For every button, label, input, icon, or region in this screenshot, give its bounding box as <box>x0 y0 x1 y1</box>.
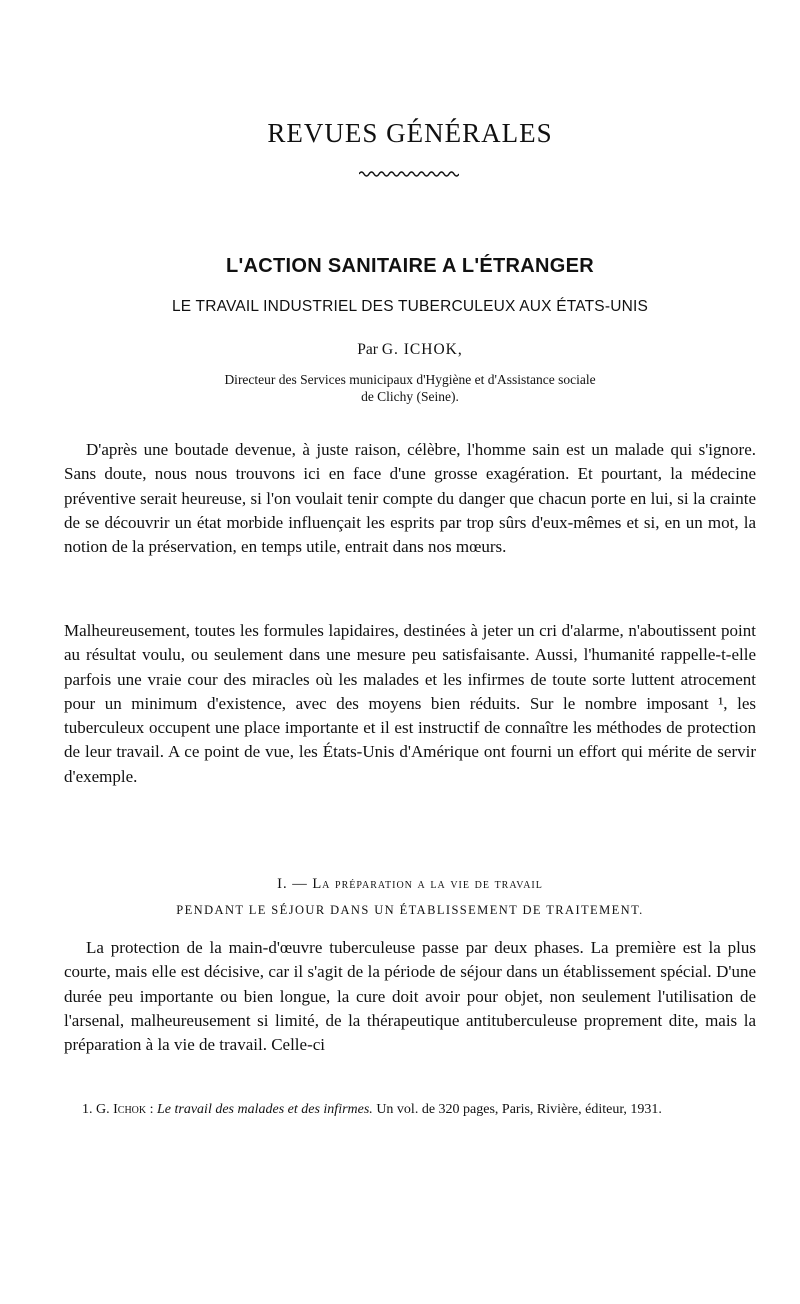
affiliation-line-1: Directeur des Services municipaux d'Hygiène et d'Assistance sociale <box>224 372 596 387</box>
footnote-author: G. Ichok <box>96 1102 147 1117</box>
footnote <box>64 1100 756 1120</box>
byline-author: G. ICHOK, <box>381 341 463 358</box>
affiliation-line-2: de Clichy (Seine). <box>361 389 459 404</box>
footnote-work-title: Le travail des malades et des infirmes. <box>157 1102 373 1117</box>
paragraph-1 <box>64 438 756 559</box>
section-header: REVUES GÉNÉRALES <box>267 118 553 148</box>
section-heading-line-2: PENDANT LE SÉJOUR DANS UN ÉTABLISSEMENT DE TRAITEMENT. <box>176 903 644 917</box>
article-title: L'ACTION SANITAIRE A L'ÉTRANGER <box>225 255 595 277</box>
paragraph-3-text: La protection de la main-d'œuvre tuberculeuse passe par deux phases. La première est la plus courte, mais elle est décisive, car il s'agit de la période de séjour dans un établissement spécial. D'une durée peu importante ou bien longue, la cure doit avoir pour objet, non seulement l'utilisation de l'arsenal, malheureusement si limité, de la thérapeutique antituberculeuse proprement dite, mais la préparation à la vie de travail. Celle-ci <box>64 938 756 1055</box>
footnote-publication: Un vol. de 320 pages, Paris, Rivière, éditeur, 1931. <box>372 1102 662 1117</box>
wavy-ornament-icon <box>359 170 459 178</box>
paragraph-2 <box>64 619 756 789</box>
paragraph-2-text: Malheureusement, toutes les formules lapidaires, destinées à jeter un cri d'alarme, n'aboutissent point au résultat voulu, ou seulement dans une mesure peu satisfaisante. Aussi, l'humanité rappelle-t-elle parfois une vraie cour des miracles où les malades et les infirmes de toute sorte luttent atrocement pour un minimum d'existence, avec des moyens bien réduits. Sur le nombre imposant ¹, les tuberculeux occupent une place importante et il est instructif de connaître les méthodes de protection de leur travail. A ce point de vue, les États-Unis d'Amérique ont fourni un effort qui mérite de servir d'exemple. <box>64 621 756 786</box>
article-subtitle: LE TRAVAIL INDUSTRIEL DES TUBERCULEUX AUX ÉTATS-UNIS <box>171 298 649 315</box>
byline <box>64 341 756 359</box>
byline-prefix: Par <box>357 341 378 358</box>
author-affiliation <box>64 371 756 405</box>
section-heading <box>64 871 756 923</box>
footnote-separator: : <box>146 1102 157 1117</box>
paragraph-1-text: D'après une boutade devenue, à juste raison, célèbre, l'homme sain est un malade qui s'ignore. Sans doute, nous nous trouvons ici en face d'une grosse exagération. Et pourtant, la médecine préventive serait heureuse, si l'on voulait tenir compte du danger que chacun porte en lui, si la crainte de se découvrir un état morbide influençait les esprits par trop sûrs d'eux-mêmes et si, en un mot, la notion de la préservation, en temps utile, entrait dans nos mœurs. <box>64 440 756 557</box>
footnote-number: 1. <box>82 1102 93 1117</box>
paragraph-3 <box>64 936 756 1057</box>
section-heading-line-1: I. — La préparation a la vie de travail <box>277 876 543 892</box>
